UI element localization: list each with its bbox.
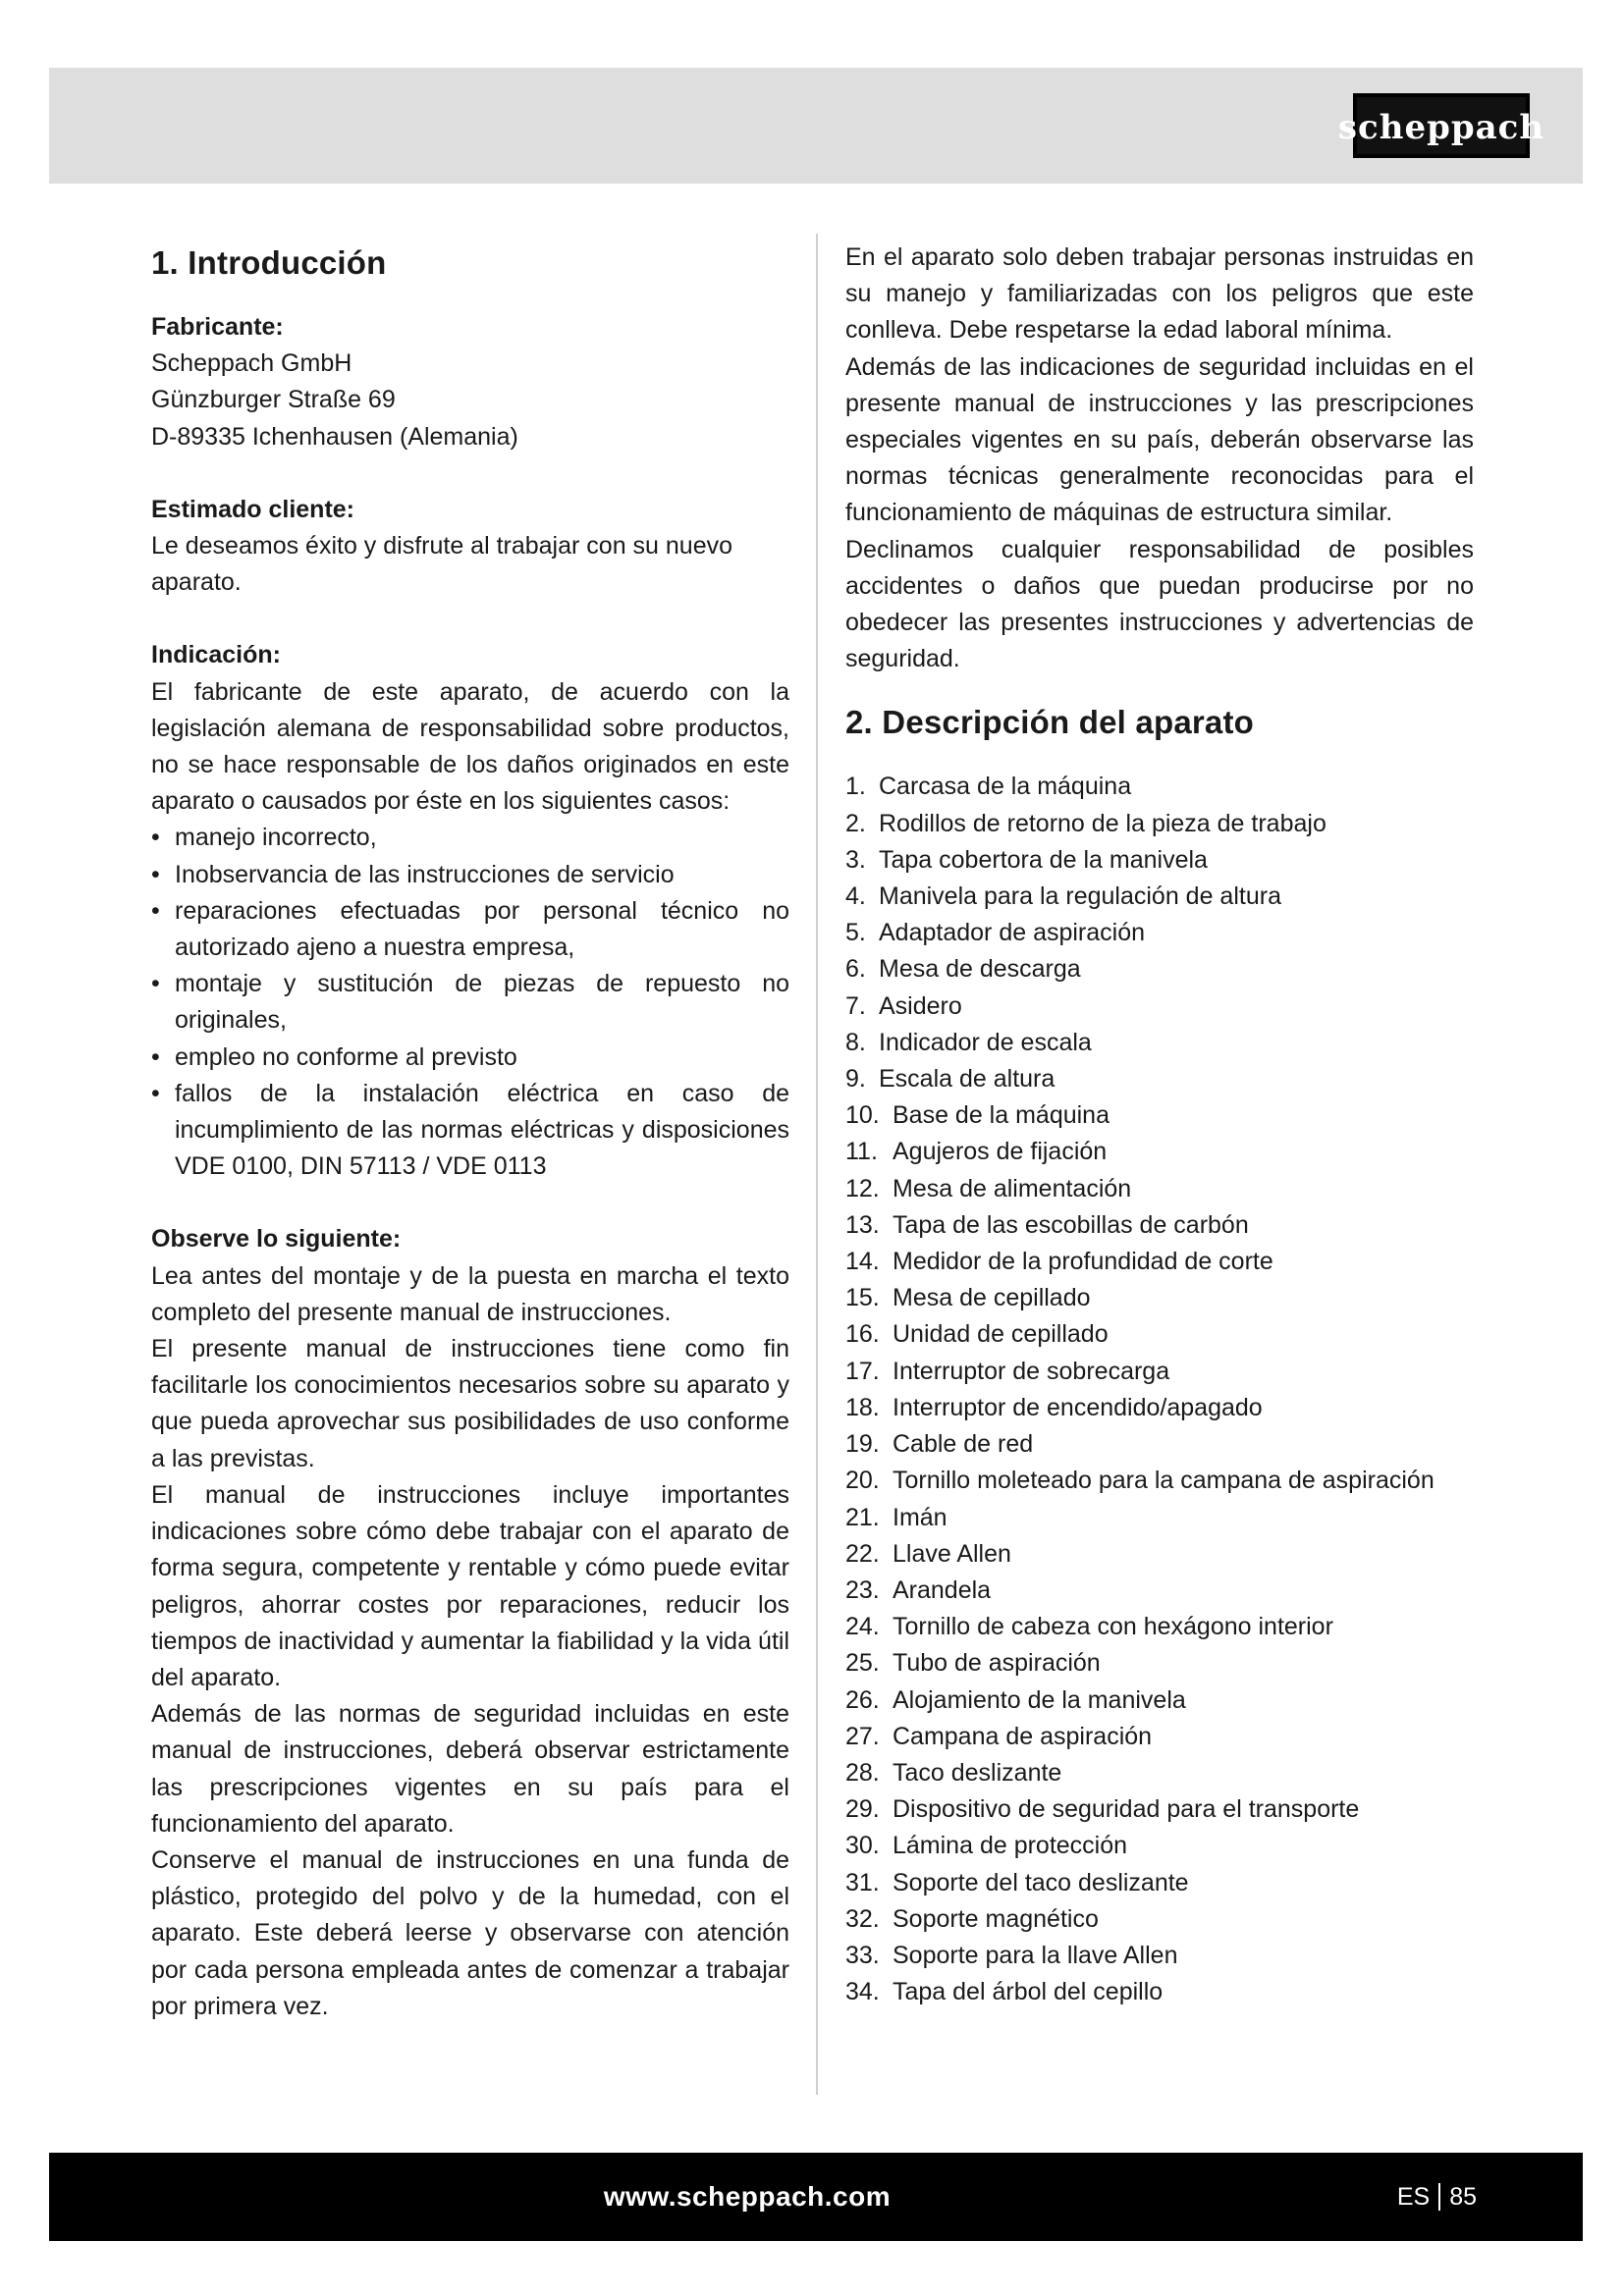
part-name: Imán — [893, 1503, 947, 1531]
part-name: Alojamiento de la manivela — [893, 1685, 1186, 1714]
part-name: Interruptor de encendido/apagado — [893, 1393, 1263, 1421]
footer-bar — [49, 2153, 1583, 2241]
list-item — [845, 988, 1474, 1025]
list-item — [845, 915, 1474, 951]
list-item — [845, 1025, 1474, 1061]
list-item — [845, 1645, 1474, 1682]
manufacturer-label: Fabricante: — [151, 313, 284, 341]
part-number: 23. — [845, 1575, 880, 1604]
left-column — [151, 240, 789, 2025]
part-number: 33. — [845, 1941, 880, 1969]
part-number: 18. — [845, 1393, 880, 1421]
manufacturer-line: D-89335 Ichenhausen (Alemania) — [151, 422, 518, 451]
list-item: • fallos de la instalación eléctrica en caso de incumplimiento de las normas eléctricas y disposiciones VDE 0100, DIN 57113 / VDE 0113 — [151, 1076, 789, 1186]
list-item — [845, 1171, 1474, 1207]
part-name: Taco deslizante — [893, 1758, 1062, 1787]
part-name: Tapa de las escobillas de carbón — [893, 1210, 1249, 1239]
part-name: Asidero — [879, 991, 962, 1020]
part-name: Soporte magnético — [893, 1904, 1099, 1933]
observe-label: Observe lo siguiente: — [151, 1225, 402, 1254]
list-item — [845, 1500, 1474, 1536]
list-item: • reparaciones efectuadas por personal técnico no autorizado ajeno a nuestra empresa, — [151, 893, 789, 966]
part-number: 1. — [845, 773, 866, 801]
logo-text: scheppach — [1337, 108, 1545, 147]
part-name: Tapa del árbol del cepillo — [893, 1978, 1164, 2006]
part-number: 11. — [845, 1138, 878, 1166]
part-name: Adaptador de aspiración — [879, 919, 1146, 947]
part-name: Unidad de cepillado — [893, 1320, 1109, 1349]
part-name: Tornillo de cabeza con hexágono interior — [893, 1613, 1333, 1641]
intro-paragraph: En el aparato solo deben trabajar personas instruidas en su manejo y familiarizadas con los peligros que este conlleva. Debe respetarse la edad laboral mínima. — [845, 243, 1474, 345]
part-number: 3. — [845, 845, 866, 874]
part-number: 8. — [845, 1028, 866, 1056]
page-indicator — [1397, 2153, 1477, 2241]
list-item — [845, 1791, 1474, 1828]
list-item — [845, 1573, 1474, 1609]
part-number: 12. — [845, 1174, 880, 1202]
part-name: Soporte para la llave Allen — [893, 1941, 1178, 1969]
column-divider — [816, 234, 818, 2095]
list-item — [845, 1280, 1474, 1316]
observe-paragraph: Además de las normas de seguridad incluidas en este manual de instrucciones, deberá observar estrictamente las prescripciones vigentes en su país para el funcionamiento del aparato. — [151, 1700, 789, 1838]
part-name: Mesa de cepillado — [893, 1284, 1091, 1312]
list-item — [845, 1390, 1474, 1426]
part-name: Campana de aspiración — [893, 1722, 1153, 1750]
list-item — [845, 1244, 1474, 1280]
header-band — [49, 68, 1583, 184]
customer-label: Estimado cliente: — [151, 495, 354, 523]
list-item — [845, 1719, 1474, 1755]
manufacturer-address — [151, 346, 789, 455]
note-list — [151, 820, 789, 1185]
part-number: 24. — [845, 1613, 880, 1641]
list-item — [845, 1755, 1474, 1791]
list-item — [845, 1207, 1474, 1244]
observe-paragraph: Lea antes del montaje y de la puesta en marcha el texto completo del presente manual de instrucciones. — [151, 1261, 789, 1326]
observe-paragraph: El manual de instrucciones incluye importantes indicaciones sobre cómo debe trabajar con el aparato de forma segura, competente y rentable y cómo puede evitar peligros, ahorrar costes por reparaciones, reducir los tiempos de inactividad y aumentar la fiabilidad y la vida útil del aparato. — [151, 1480, 789, 1691]
part-number: 32. — [845, 1904, 880, 1933]
page-separator — [1438, 2183, 1440, 2211]
part-name: Lámina de protección — [893, 1832, 1128, 1860]
list-item — [845, 1828, 1474, 1864]
part-number: 29. — [845, 1795, 880, 1824]
part-name: Tornillo moleteado para la campana de aspiración — [893, 1467, 1435, 1495]
list-item — [845, 769, 1474, 805]
part-number: 10. — [845, 1101, 880, 1130]
part-number: 17. — [845, 1357, 880, 1385]
part-name: Tapa cobertora de la manivela — [879, 845, 1208, 874]
part-name: Escala de altura — [879, 1065, 1056, 1094]
footer-url[interactable]: www.scheppach.com — [603, 2181, 892, 2212]
list-item — [845, 842, 1474, 879]
list-item — [845, 1316, 1474, 1353]
part-number: 13. — [845, 1210, 880, 1239]
list-item — [845, 1901, 1474, 1938]
part-name: Soporte del taco deslizante — [893, 1868, 1189, 1896]
list-item — [845, 1061, 1474, 1097]
part-number: 25. — [845, 1649, 880, 1678]
part-name: Medidor de la profundidad de corte — [893, 1248, 1273, 1276]
part-number: 34. — [845, 1978, 880, 2006]
part-number: 31. — [845, 1868, 880, 1896]
part-name: Base de la máquina — [893, 1101, 1110, 1130]
list-item — [845, 879, 1474, 915]
part-name: Cable de red — [893, 1430, 1034, 1459]
part-number: 9. — [845, 1065, 866, 1094]
page-number: 85 — [1449, 2182, 1477, 2211]
part-name: Indicador de escala — [879, 1028, 1092, 1056]
part-number: 28. — [845, 1758, 880, 1787]
note-label: Indicación: — [151, 641, 281, 669]
part-name: Rodillos de retorno de la pieza de trabajo — [879, 809, 1326, 837]
part-number: 15. — [845, 1284, 880, 1312]
list-item — [845, 1974, 1474, 2010]
manufacturer-line: Scheppach GmbH — [151, 349, 352, 378]
observe-paragraph: El presente manual de instrucciones tiene como fin facilitarle los conocimientos necesarios sobre su aparato y que pueda aprovechar sus posibilidades de uso conforme a las previstas. — [151, 1335, 789, 1472]
list-item: • manejo incorrecto, — [151, 820, 789, 856]
part-number: 4. — [845, 882, 866, 911]
part-number: 30. — [845, 1832, 880, 1860]
part-number: 6. — [845, 955, 866, 984]
list-item — [845, 1938, 1474, 1974]
part-name: Dispositivo de seguridad para el transporte — [893, 1795, 1360, 1824]
intro-paragraph: Declinamos cualquier responsabilidad de posibles accidentes o daños que puedan producirse por no obedecer las presentes instrucciones y advertencias de seguridad. — [845, 535, 1474, 673]
part-name: Llave Allen — [893, 1539, 1011, 1568]
list-item — [845, 1426, 1474, 1463]
list-item — [845, 1354, 1474, 1390]
scheppach-logo — [1337, 93, 1545, 158]
observe-paragraph: Conserve el manual de instrucciones en una funda de plástico, protegido del polvo y de la humedad, con el aparato. Este deberá leerse y observarse con atención por cada persona empleada antes de comenzar a trabajar por primera vez. — [151, 1845, 789, 2020]
intro-paragraph: Además de las indicaciones de seguridad incluidas en el presente manual de instrucciones y las prescripciones especiales vigentes en su país, deberán observarse las normas técnicas generalmente reconocidas para el funcionamiento de máquinas de estructura similar. — [845, 352, 1474, 527]
list-item: • Inobservancia de las instrucciones de servicio — [151, 857, 789, 893]
parts-list — [845, 769, 1474, 2010]
part-name: Interruptor de sobrecarga — [893, 1357, 1170, 1385]
list-item — [845, 1134, 1474, 1170]
part-number: 14. — [845, 1248, 880, 1276]
part-number: 7. — [845, 991, 866, 1020]
right-column — [845, 240, 1474, 2010]
part-number: 26. — [845, 1685, 880, 1714]
part-number: 22. — [845, 1539, 880, 1568]
list-item — [845, 951, 1474, 988]
part-number: 21. — [845, 1503, 880, 1531]
part-name: Arandela — [893, 1575, 992, 1604]
logo-wordmark — [1337, 101, 1545, 150]
list-item — [845, 1609, 1474, 1645]
part-name: Agujeros de fijación — [893, 1138, 1108, 1166]
list-item — [845, 1463, 1474, 1499]
language-code: ES — [1396, 2182, 1431, 2211]
list-item — [845, 1097, 1474, 1134]
part-number: 19. — [845, 1430, 880, 1459]
part-number: 16. — [845, 1320, 880, 1349]
list-item — [845, 1682, 1474, 1719]
section-title-description: 2. Descripción del aparato — [845, 704, 1255, 741]
section-title-introduction: 1. Introducción — [151, 244, 387, 281]
part-name: Mesa de descarga — [879, 955, 1081, 984]
manufacturer-line: Günzburger Straße 69 — [151, 386, 396, 414]
part-number: 20. — [845, 1467, 880, 1495]
list-item: • montaje y sustitución de piezas de repuesto no originales, — [151, 966, 789, 1039]
part-name: Manivela para la regulación de altura — [879, 882, 1281, 911]
part-name: Carcasa de la máquina — [879, 773, 1132, 801]
list-item: • empleo no conforme al previsto — [151, 1040, 789, 1076]
customer-text: Le deseamos éxito y disfrute al trabajar con su nuevo aparato. — [151, 532, 733, 597]
part-number: 5. — [845, 919, 866, 947]
part-name: Mesa de alimentación — [893, 1174, 1132, 1202]
list-item — [845, 806, 1474, 842]
list-item — [845, 1536, 1474, 1573]
part-number: 27. — [845, 1722, 880, 1750]
part-name: Tubo de aspiración — [893, 1649, 1101, 1678]
list-item — [845, 1865, 1474, 1901]
note-text: El fabricante de este aparato, de acuerdo con la legislación alemana de responsabilidad sobre productos, no se hace responsable de los daños originados en este aparato o causados por éste en los siguientes casos: — [151, 677, 789, 816]
part-number: 2. — [845, 809, 866, 837]
